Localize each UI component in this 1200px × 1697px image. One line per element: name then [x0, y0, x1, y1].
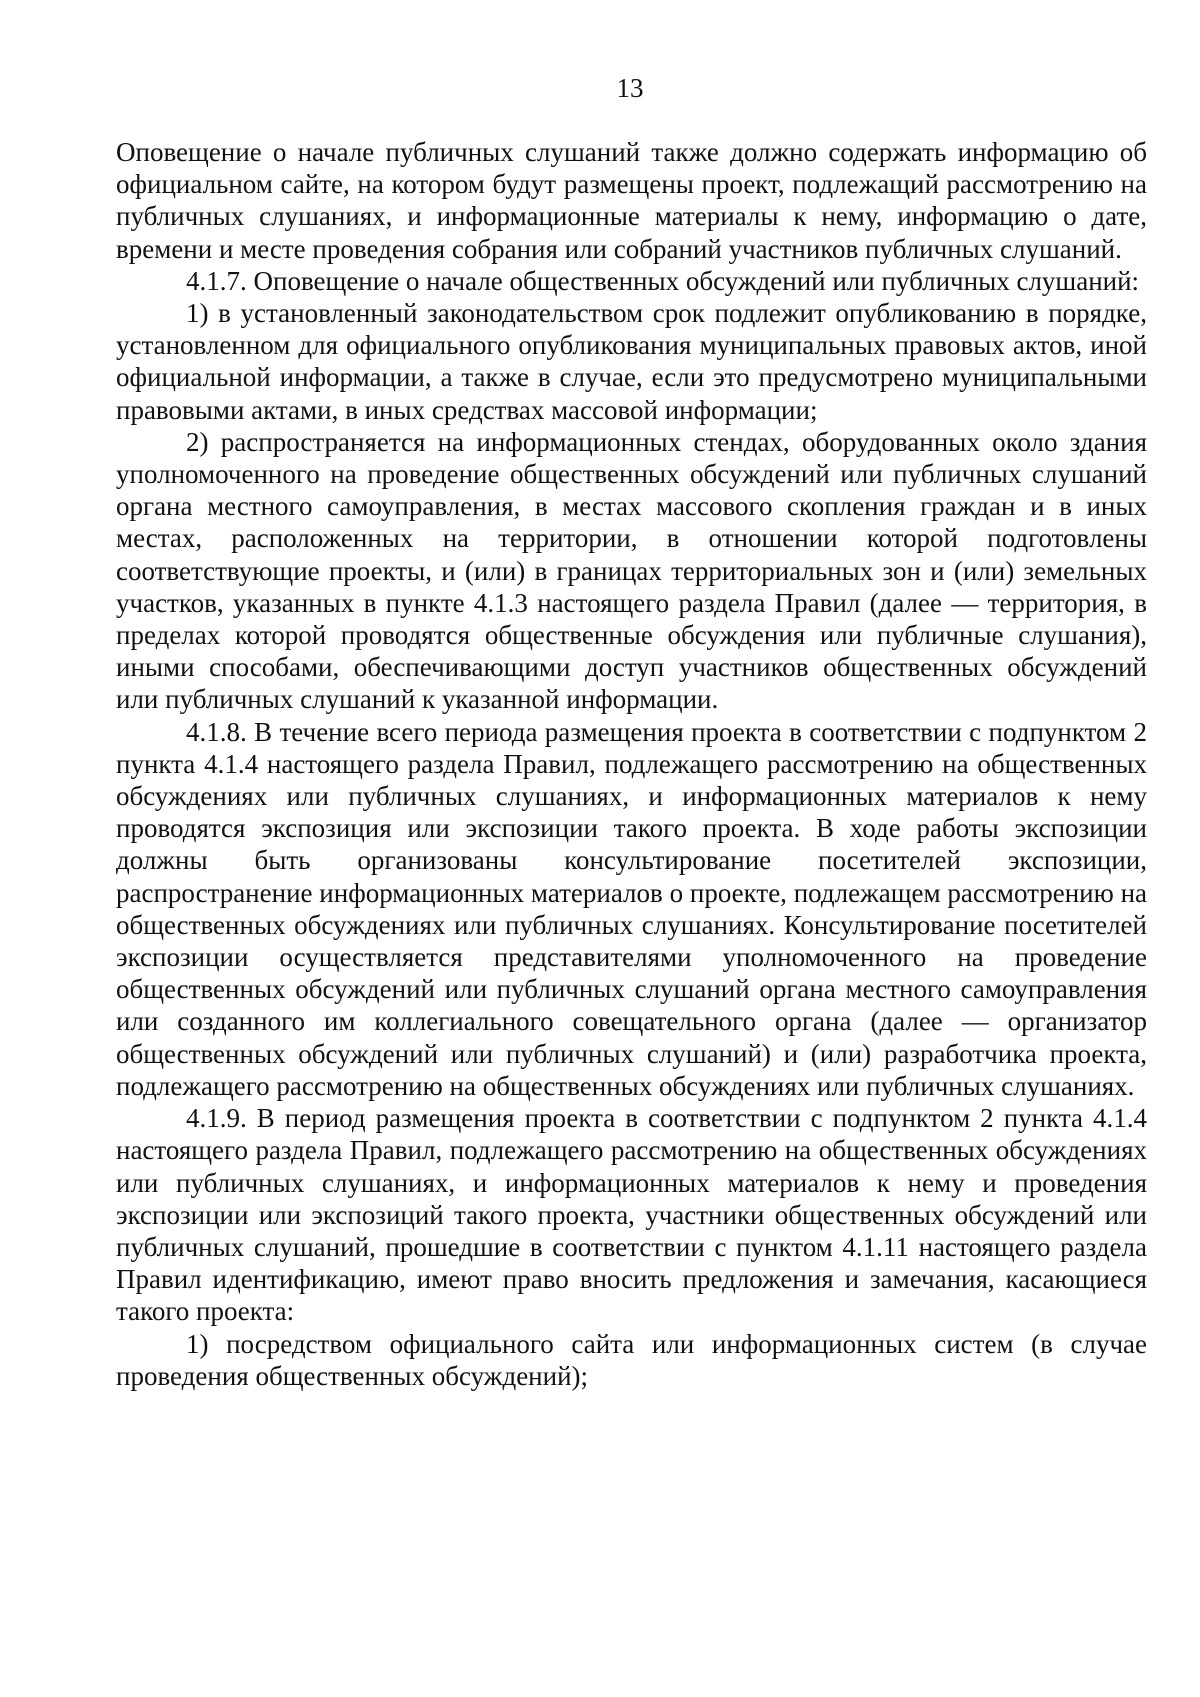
- paragraph-notification-content: Оповещение о начале публичных слушаний также должно содержать информацию об официальном сайте, на котором будут размещены проект, подлежащий рассмотрению на публичных слушаниях, и информационные материалы к нему, информацию о дате, времени и месте проведения собрания или собраний участников публичных слушаний.: [116, 137, 1147, 264]
- paragraph-4-1-9: 4.1.9. В период размещения проекта в соответствии с подпунктом 2 пункта 4.1.4 настоящего раздела Правил, подлежащего рассмотрению на общественных обсуждениях или публичных слушаниях, и информационных материалов к нему и проведения экспозиции или экспозиций такого проекта, участники общественных обсуждений или публичных слушаний, прошедшие в соответствии с пунктом 4.1.11 настоящего раздела Правил идентификацию, имеют право вносить предложения и замечания, касающиеся такого проекта:: [116, 1103, 1147, 1327]
- document-body: [116, 136, 1147, 1392]
- list-item-4-1-9-1: 1) посредством официального сайта или информационных систем (в случае проведения общественных обсуждений);: [116, 1328, 1147, 1391]
- paragraph-4-1-7: 4.1.7. Оповещение о начале общественных обсуждений или публичных слушаний:: [186, 265, 1140, 296]
- list-item-4-1-7-2: 2) распространяется на информационных стендах, оборудованных около здания уполномоченного на проведение общественных обсуждений или публичных слушаний органа местного самоуправления, в местах массового скопления граждан и в иных местах, расположенных на территории, в отношении которой подготовлены соответствующие проекты, и (или) в границах территориальных зон и (или) земельных участков, указанных в пункте 4.1.3 настоящего раздела Правил (далее — территория, в пределах которой проводятся общественные обсуждения или публичные слушания), иными способами, обеспечивающими доступ участников общественных обсуждений или публичных слушаний к указанной информации.: [116, 426, 1147, 715]
- paragraph-4-1-8: 4.1.8. В течение всего периода размещения проекта в соответствии с подпунктом 2 пункта 4.1.4 настоящего раздела Правил, подлежащего рассмотрению на общественных обсуждениях или публичных слушаниях, и информационных материалов к нему проводятся экспозиция или экспозиции такого проекта. В ходе работы экспозиции должны быть организованы консультирование посетителей экспозиции, распространение информационных материалов о проекте, подлежащем рассмотрению на общественных обсуждениях или публичных слушаниях. Консультирование посетителей экспозиции осуществляется представителями уполномоченного на проведение общественных обсуждений или публичных слушаний органа местного самоуправления или созданного им коллегиального совещательного органа (далее — организатор общественных обсуждений или публичных слушаний) и (или) разработчика проекта, подлежащего рассмотрению на общественных обсуждениях или публичных слушаниях.: [116, 716, 1147, 1101]
- page-number: 13: [616, 73, 644, 103]
- list-item-4-1-7-1: 1) в установленный законодательством срок подлежит опубликованию в порядке, установленном для официального опубликования муниципальных правовых актов, иной официальной информации, а также в случае, если это предусмотрено муниципальными правовыми актами, в иных средствах массовой информации;: [116, 298, 1147, 425]
